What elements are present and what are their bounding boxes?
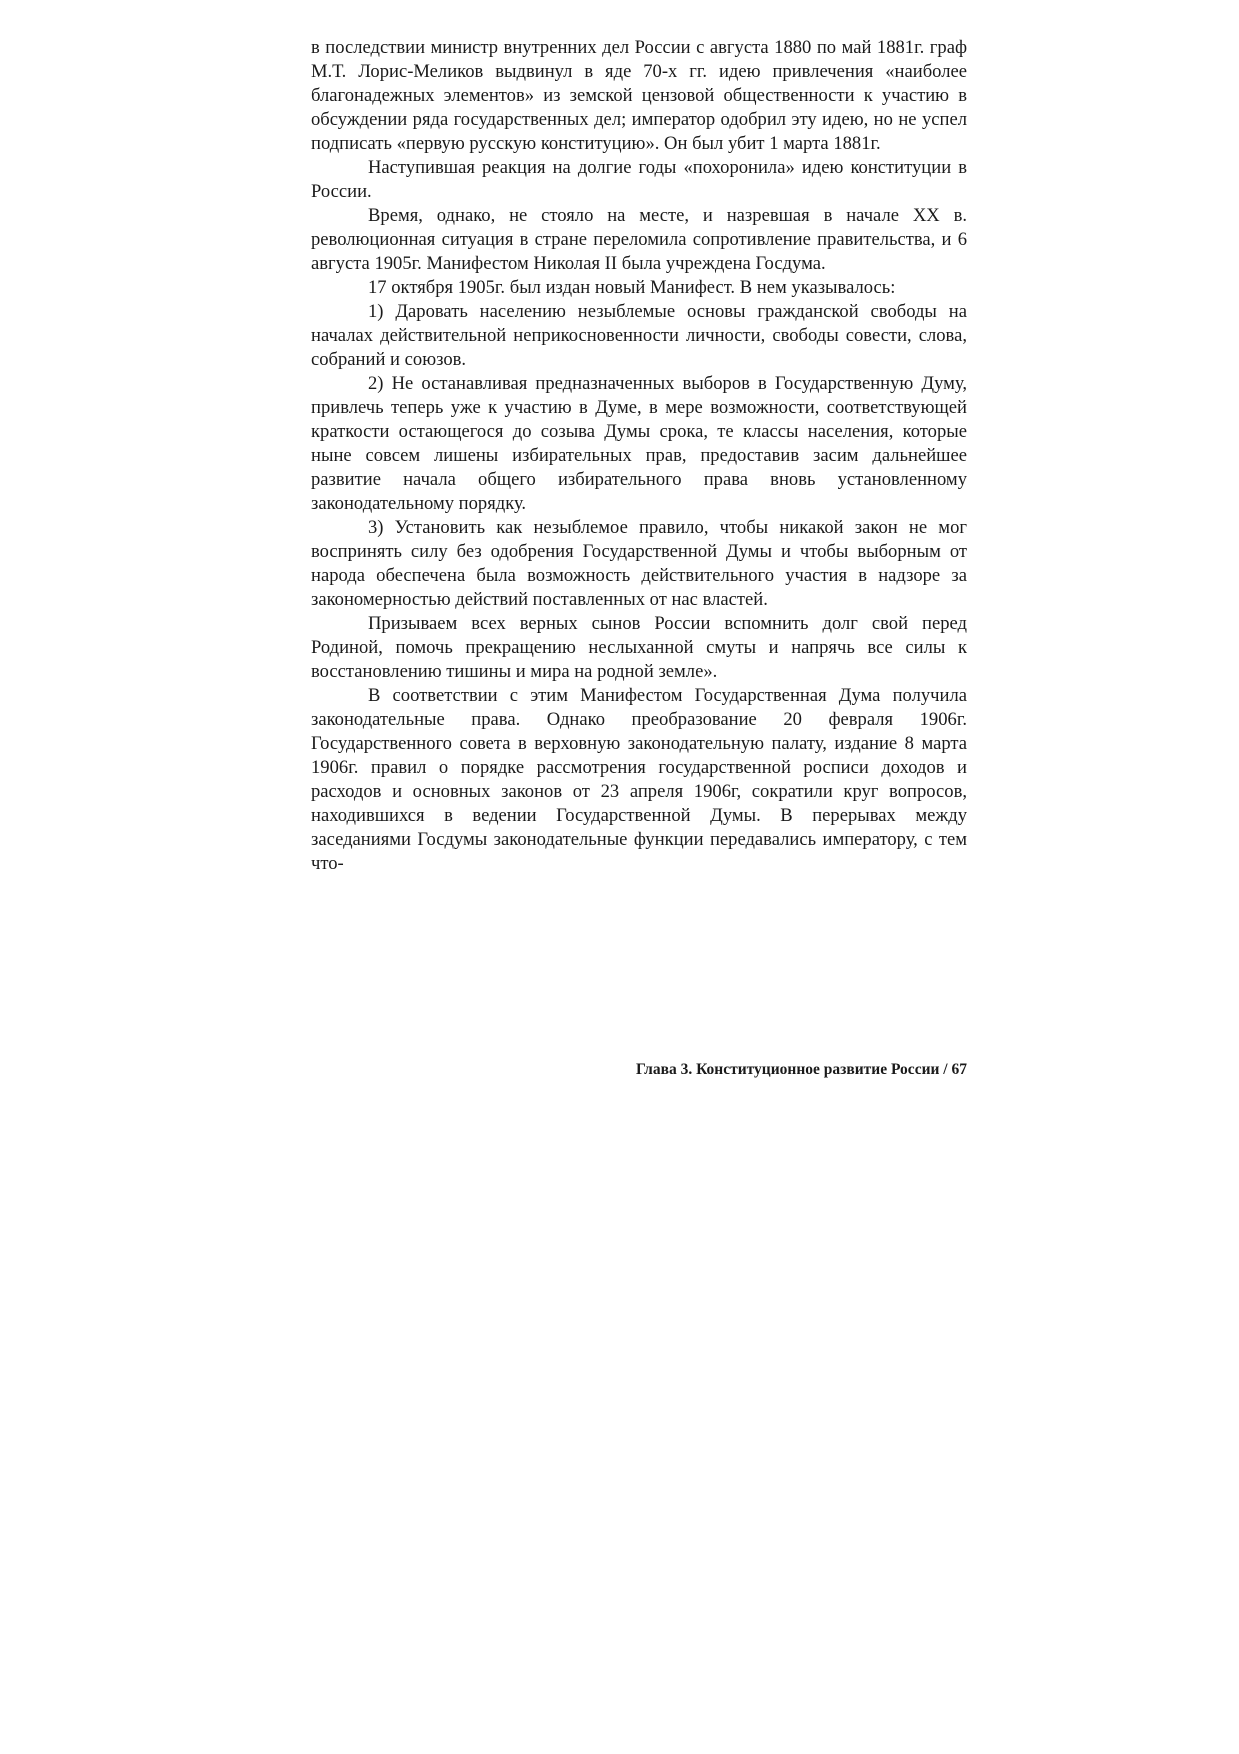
paragraph-1: в последствии министр внутренних дел России с августа 1880 по май 1881г. граф М.Т. Лорис-Меликов выдвинул в яде 70-х гг. идею привлечения «наиболее благонадежных элементов» из земской цензовой общественности к участию в обсуждении ряда государственных дел; император одобрил эту идею, но не успел подписать «первую русскую конституцию». Он был убит 1 марта 1881г. [311,37,967,154]
paragraph-7: 3) Установить как незыблемое правило, чтобы никакой закон не мог воспринять силу без одобрения Государственной Думы и чтобы выборным от народа обеспечена была возможность действительного участия в надзоре за закономерностью действий поставленных от нас властей. [311,517,967,610]
paragraph-5: 1) Даровать населению незыблемые основы гражданской свободы на началах действительной неприкосновенности личности, свободы совести, слова, собраний и союзов. [311,301,967,370]
paragraph-2: Наступившая реакция на долгие годы «похоронила» идею конституции в России. [311,157,967,202]
body-text [311,36,967,876]
paragraph-3: Время, однако, не стояло на месте, и назревшая в начале XX в. революционная ситуация в стране переломила сопротивление правительства, и 6 августа 1905г. Манифестом Николая II была учреждена Госдума. [311,205,967,274]
paragraph-6: 2) Не останавливая предназначенных выборов в Государственную Думу, привлечь теперь уже к участию в Думе, в мере возможности, соответствующей краткости остающегося до созыва Думы срока, те классы населения, которые ныне совсем лишены избирательных прав, предоставив засим дальнейшее развитие начала общего избирательного права вновь установленному законодательному порядку. [311,373,967,514]
paragraph-4: 17 октября 1905г. был издан новый Манифест. В нем указывалось: [368,277,896,298]
paragraph-8: Призываем всех верных сынов России вспомнить долг свой перед Родиной, помочь прекращению неслыханной смуты и напрячь все силы к восстановлению тишины и мира на родной земле». [311,613,967,682]
paragraph-9: В соответствии с этим Манифестом Государственная Дума получила законодательные права. Однако преобразование 20 февраля 1906г. Государственного совета в верховную законодательную палату, издание 8 марта 1906г. правил о порядке рассмотрения государственной росписи доходов и расходов и основных законов от 23 апреля 1906г, сократили круг вопросов, находившихся в ведении Государственной Думы. В перерывах между заседаниями Госдумы законодательные функции передавались императору, с тем что- [311,685,967,874]
page-footer: Глава 3. Конституционное развитие России / 67 [636,1061,967,1078]
